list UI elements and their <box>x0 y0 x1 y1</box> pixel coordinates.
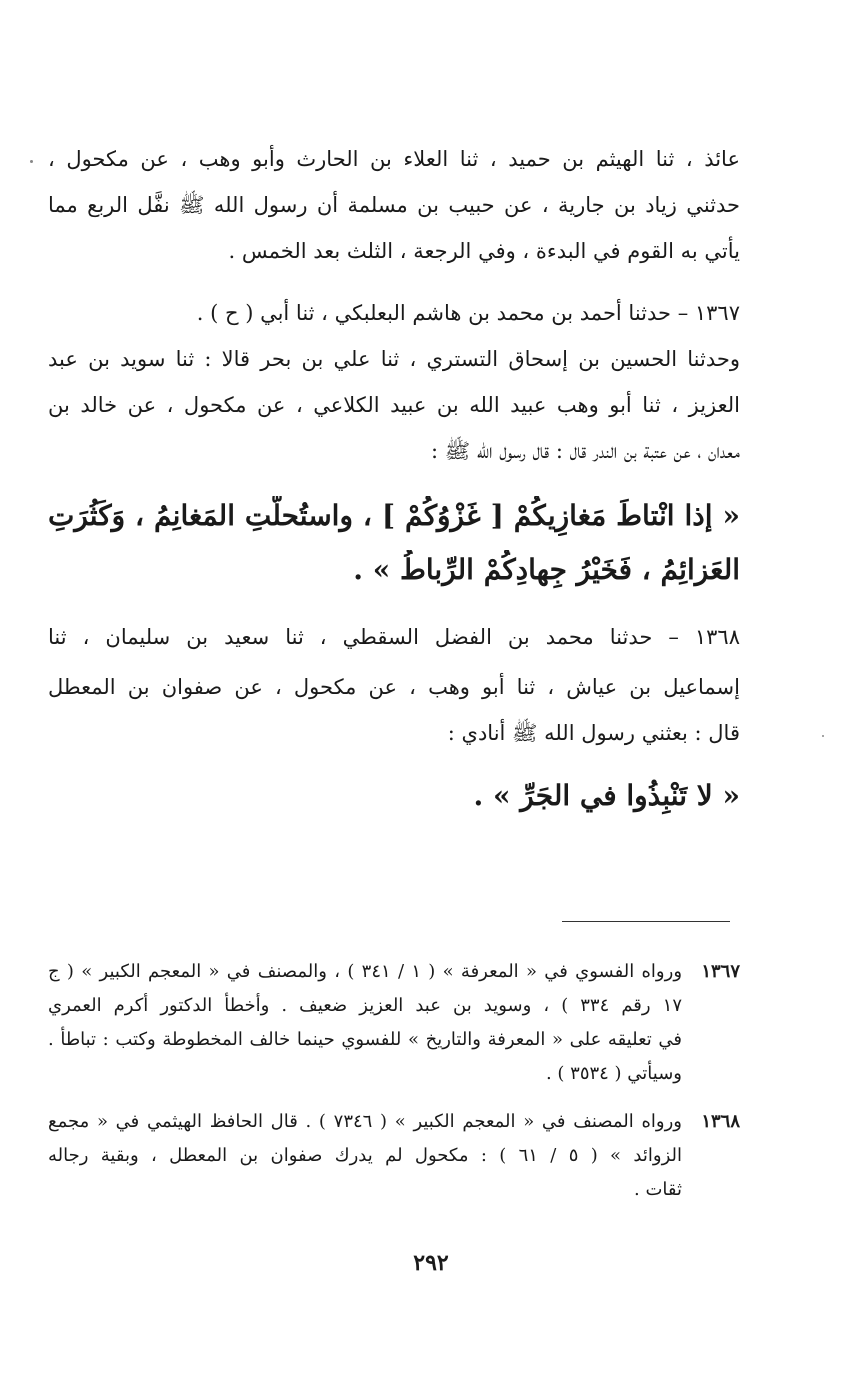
hadith-1367-heading: ١٣٦٧ – حدثنا أحمد بن محمد بن هاشم البعلبكي ، ثنا أبي ( ح ) . <box>196 301 740 325</box>
footnote-line: الزوائد » ( ٥ / ٦١ ) : مكحول لم يدرك صفوان بن المعطل ، وبقية رجاله <box>48 1145 682 1166</box>
body-line: وحدثنا الحسين بن إسحاق التستري ، ثنا علي بن بحر قالا : ثنا سويد بن عبد <box>48 347 740 371</box>
hadith-quote: « إذا انْتاطَ مَغازِيكُمْ [ غَزْوُكُمْ ] ، واستُحلَّتِ المَغانِمُ ، وَكَثُرَتِ <box>48 499 740 532</box>
body-line: عائذ ، ثنا الهيثم بن حميد ، ثنا العلاء بن الحارث وأبو وهب ، عن مكحول ، <box>48 147 740 171</box>
footnote-line: وسيأتي ( ٣٥٣٤ ) . <box>545 1063 682 1084</box>
page-number: ٢٩٢ <box>413 1250 449 1276</box>
footnote-line: ١٧ رقم ٣٣٤ ) ، وسويد بن عبد العزيز ضعيف . وأخطأ الدكتور أكرم العمري <box>48 995 682 1016</box>
scan-speck <box>30 160 33 163</box>
footnote-number: ١٣٦٧ <box>701 961 740 982</box>
body-line: إسماعيل بن عياش ، ثنا أبو وهب ، عن مكحول ، عن صفوان بن المعطل <box>48 675 740 699</box>
hadith-quote: العَزائِمُ ، فَخَيْرُ جِهادِكُمْ الرِّباطُ » . <box>353 553 740 586</box>
hadith-1368-heading: ١٣٦٨ – حدثنا محمد بن الفضل السقطي ، ثنا سعيد بن سليمان ، ثنا <box>48 625 740 649</box>
footnote-line: ورواه المصنف في « المعجم الكبير » ( ٧٣٤٦ ) . قال الحافظ الهيثمي في « مجمع <box>48 1111 682 1132</box>
body-line: العزيز ، ثنا أبو وهب عبيد الله بن عبيد الكلاعي ، عن مكحول ، عن خالد بن <box>48 393 740 417</box>
hadith-quote: « لا تَنْبِذُوا في الجَرِّ » . <box>473 779 740 812</box>
body-line: حدثني زياد بن جارية ، عن حبيب بن مسلمة أن رسول الله ﷺ نفَّل الربع مما <box>48 193 740 217</box>
footnote-number: ١٣٦٨ <box>701 1111 740 1132</box>
body-line: قال : بعثني رسول الله ﷺ أنادي : <box>447 721 740 745</box>
footnote-line: ورواه الفسوي في « المعرفة » ( ١ / ٣٤١ ) ، والمصنف في « المعجم الكبير » ( ج <box>48 961 682 982</box>
body-line: معدان ، عن عتبة بن الندر قال : قال رسول الله ﷺ : <box>431 439 740 463</box>
footnote-separator <box>562 921 730 922</box>
scan-speck <box>822 735 824 737</box>
footnote-line: ثقات . <box>634 1179 682 1200</box>
footnote-line: في تعليقه على « المعرفة والتاريخ » للفسوي حينما خالف المخطوطة وكتب : تباطأ . <box>48 1029 682 1050</box>
body-line: يأتي به القوم في البدءة ، وفي الرجعة ، الثلث بعد الخمس . <box>228 239 740 263</box>
